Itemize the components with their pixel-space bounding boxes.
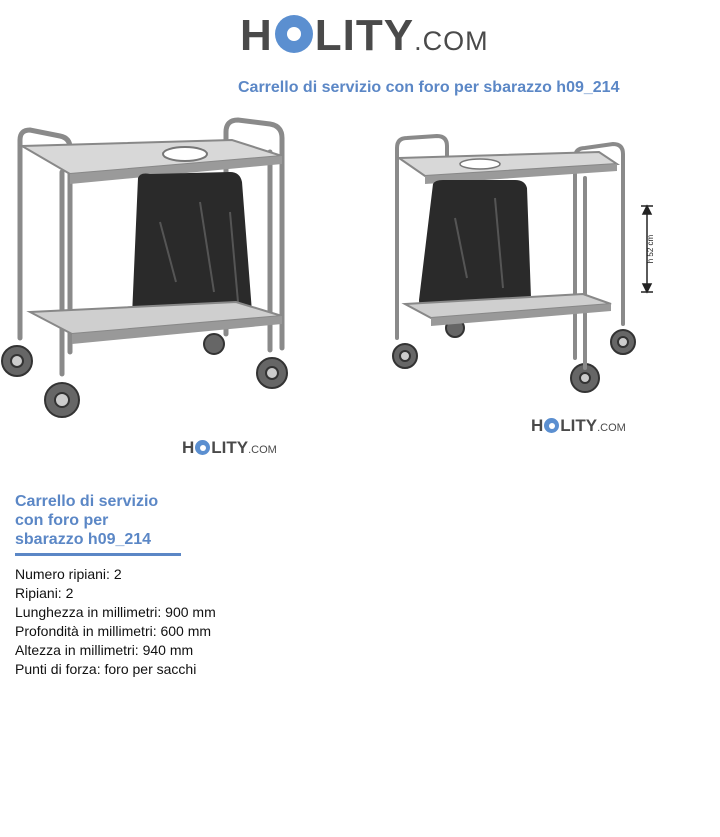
- logo-letter-h: H: [182, 438, 195, 457]
- spec-item: Profondità in millimetri: 600 mm: [15, 623, 212, 639]
- logo-letters: LITY: [314, 11, 415, 60]
- title-divider: [15, 553, 181, 556]
- holity-logo-small: [182, 438, 277, 456]
- wheel-icon: [393, 319, 635, 392]
- logo-o-icon: [195, 440, 210, 455]
- holity-logo[interactable]: [240, 12, 489, 58]
- product-title: Carrello di servizio con foro per sbarazzo h09_214: [15, 493, 159, 548]
- logo-o-icon: [275, 15, 313, 53]
- logo-suffix: .COM: [597, 422, 626, 434]
- spec-list: [15, 565, 216, 679]
- product-image-front[interactable]: [0, 112, 300, 424]
- spec-item: Ripiani: 2: [15, 585, 74, 601]
- dimension-label: h 52 cm: [646, 234, 655, 264]
- logo-suffix: .COM: [414, 26, 489, 56]
- spec-item: Numero ripiani: 2: [15, 566, 122, 582]
- spec-item: Altezza in millimetri: 940 mm: [15, 642, 194, 658]
- wheel-icon: [2, 334, 287, 417]
- product-image-side[interactable]: [385, 128, 660, 396]
- spec-item: Punti di forza: foro per sacchi: [15, 661, 197, 677]
- spec-item: Lunghezza in millimetri: 900 mm: [15, 604, 216, 620]
- logo-letter-h: H: [531, 416, 544, 435]
- logo-suffix: .COM: [248, 444, 277, 456]
- logo-o-icon: [544, 418, 559, 433]
- logo-letters: LITY: [560, 416, 598, 435]
- page-title: Carrello di servizio con foro per sbarazzo h09_214: [238, 79, 620, 96]
- holity-logo-small: [531, 416, 626, 434]
- logo-letters: LITY: [211, 438, 249, 457]
- logo-letter-h: H: [240, 11, 273, 60]
